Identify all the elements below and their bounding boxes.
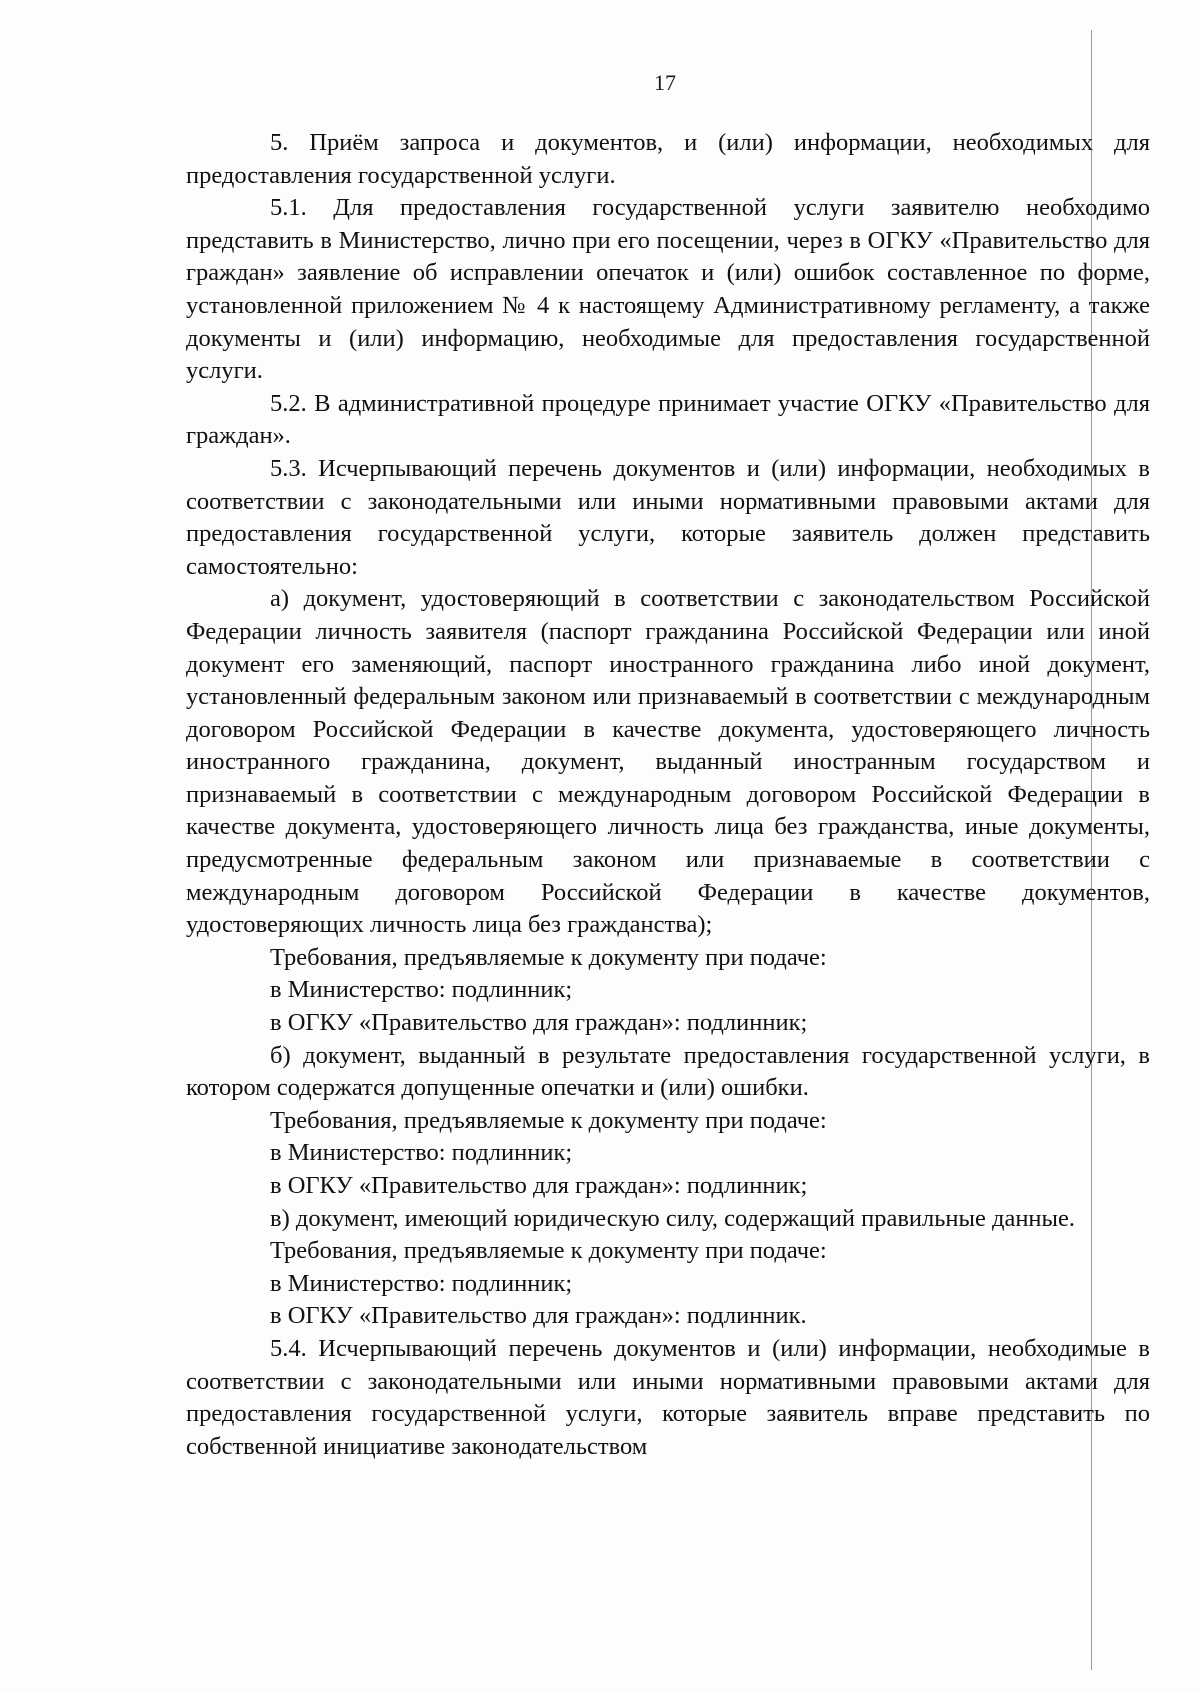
- paragraph-5-1: 5.1. Для предоставления государственной услуги заявителю необходимо представить в Министерство, лично при его посещении, через в ОГКУ «Правительство для граждан» заявление об исправлении опечаток и (или) ошибок составленное по форме, установленной приложением № 4 к настоящему Административному регламенту, а также документы и (или) информацию, необходимые для предоставления государственной услуги.: [186, 194, 1150, 385]
- paragraph-5-3-a: а) документ, удостоверяющий в соответствии с законодательством Российской Федерации личность заявителя (паспорт гражданина Российской Федерации или иной документ его заменяющий, паспорт иностранного гражданина либо иной документ, установленный федеральным законом или признаваемый в соответствии с международным договором Российской Федерации в качестве документа, удостоверяющего личность иностранного гражданина, документ, выданный иностранным государством и признаваемый в соответствии с международным договором Российской Федерации в качестве документа, удостоверяющего личность лица без гражданства, иные документы, предусмотренные федеральным законом или признаваемые в соответствии с международным договором Российской Федерации в качестве документов, удостоверяющих личность лица без гражданства);: [186, 585, 1150, 939]
- paragraph-5-4: 5.4. Исчерпывающий перечень документов и (или) информации, необходимые в соответствии с законодательными или иными нормативными правовыми актами для предоставления государственной услуги, которые заявитель вправе представить по собственной инициативе законодательством: [186, 1334, 1150, 1460]
- document-body: [186, 127, 1150, 1463]
- page-number: 17: [654, 70, 676, 95]
- paragraph-5-2: 5.2. В административной процедуре принимает участие ОГКУ «Правительство для граждан».: [186, 389, 1150, 450]
- requirements-heading: Требования, предъявляемые к документу при подаче:: [270, 1106, 827, 1134]
- requirement-ogku: в ОГКУ «Правительство для граждан»: подлинник;: [270, 1009, 808, 1037]
- requirement-ogku: в ОГКУ «Правительство для граждан»: подлинник.: [270, 1302, 807, 1330]
- requirements-heading: Требования, предъявляемые к документу при подаче:: [270, 1237, 827, 1265]
- paragraph-5: 5. Приём запроса и документов, и (или) информации, необходимых для предоставления государственной услуги.: [186, 129, 1150, 189]
- paragraph-5-3-v: в) документ, имеющий юридическую силу, содержащий правильные данные.: [270, 1204, 1076, 1232]
- requirement-ministry: в Министерство: подлинник;: [270, 976, 573, 1004]
- paragraph-5-3: 5.3. Исчерпывающий перечень документов и (или) информации, необходимых в соответствии с законодательными или иными нормативными правовыми актами для предоставления государственной услуги, которые заявитель должен представить самостоятельно:: [186, 454, 1150, 580]
- requirement-ogku: в ОГКУ «Правительство для граждан»: подлинник;: [270, 1172, 808, 1199]
- paragraph-5-3-b: б) документ, выданный в результате предоставления государственной услуги, в котором содержатся допущенные опечатки и (или) ошибки.: [186, 1041, 1150, 1102]
- requirements-heading: Требования, предъявляемые к документу при подаче:: [270, 943, 827, 971]
- requirement-ministry: в Министерство: подлинник;: [270, 1139, 573, 1167]
- requirement-ministry: в Министерство: подлинник;: [270, 1269, 573, 1297]
